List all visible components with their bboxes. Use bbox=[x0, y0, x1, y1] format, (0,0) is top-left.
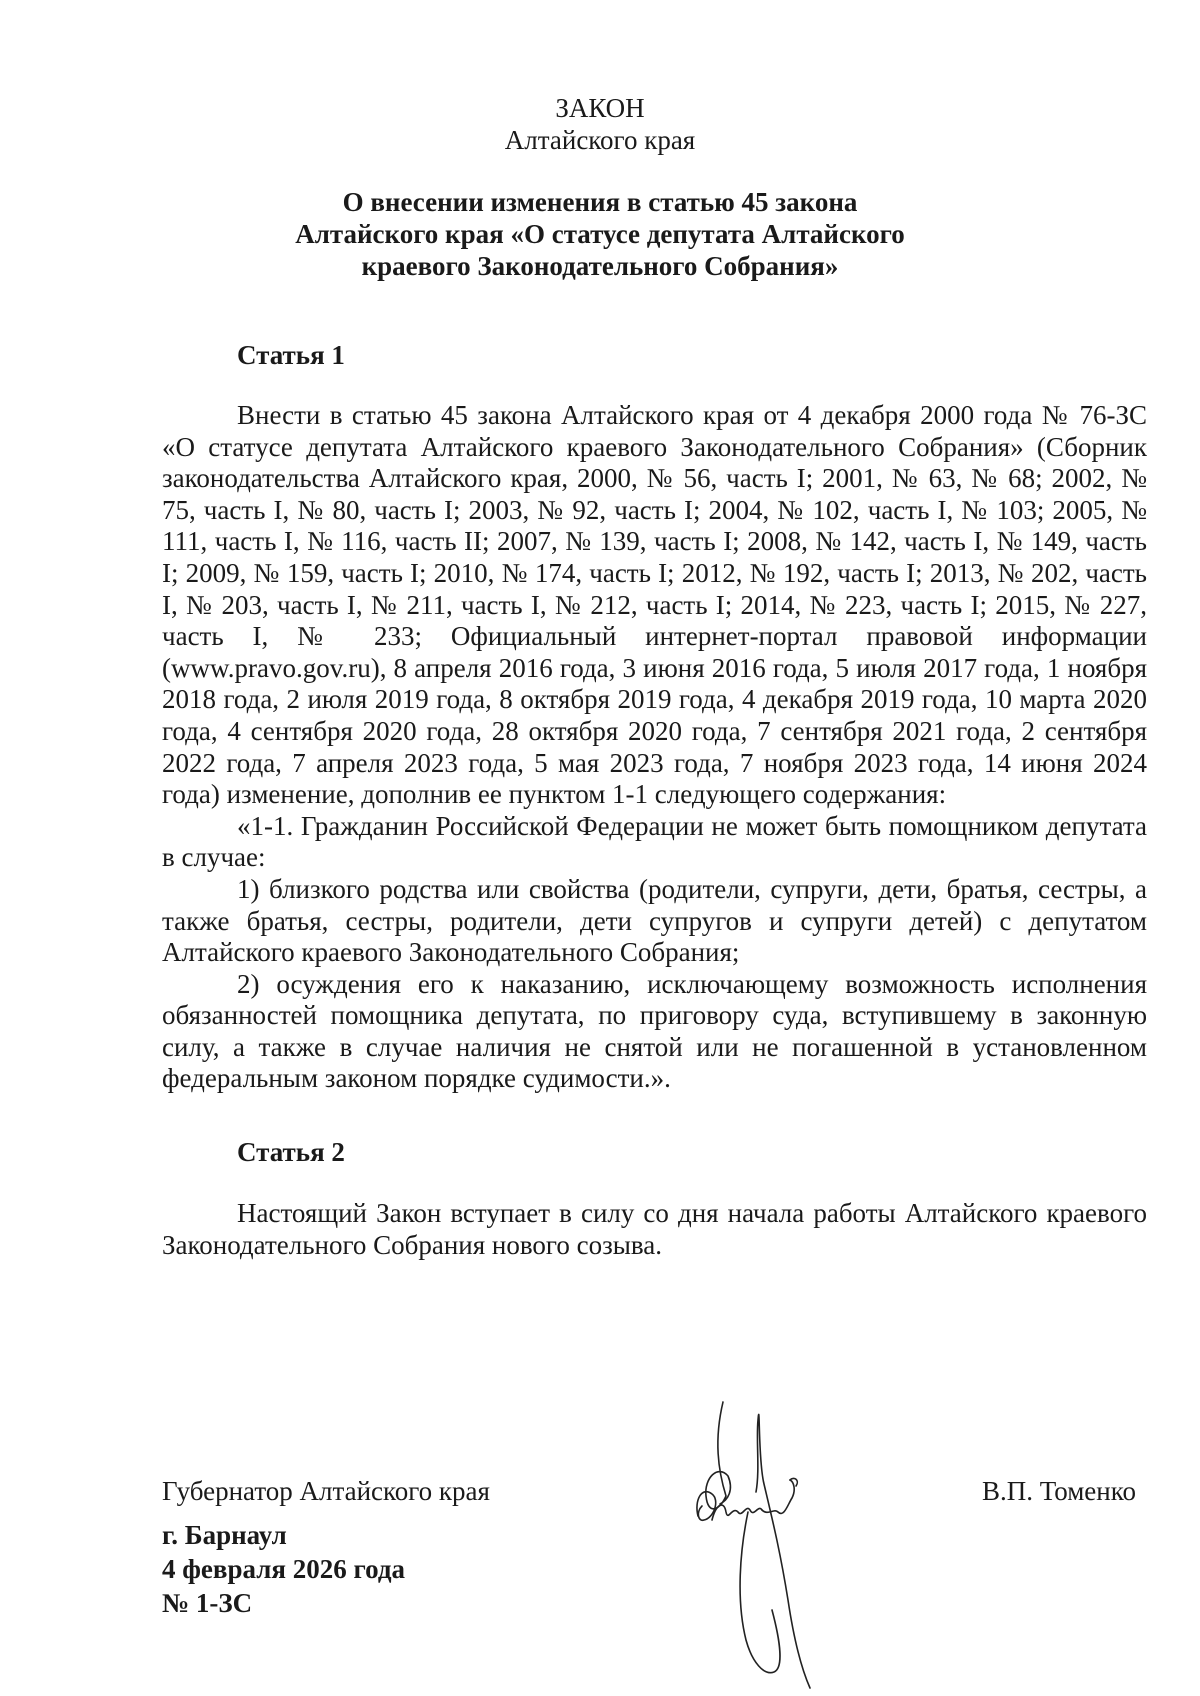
law-title-line-3: краевого Законодательного Собрания» bbox=[361, 251, 839, 281]
article-1-heading: Статья 1 bbox=[237, 340, 345, 370]
article-1-paragraph-clause-item-1: 1) близкого родства или свойства (родители, супруги, дети, братья, сестры, а также братья, сестры, родители, дети супругов и супруги детей) с депутатом Алтайского краевого Законодательного Собрания; bbox=[162, 873, 1147, 968]
signing-date: 4 февраля 2026 года bbox=[162, 1554, 405, 1584]
article-1-paragraph-clause-item-2: 2) осуждения его к наказанию, исключающему возможность исполнения обязанностей помощника депутата, по приговору суда, вступившему в законную силу, а также в случае наличия не снятой или не погашенной в установленном федеральным законом порядке судимости.». bbox=[162, 968, 1147, 1094]
law-number: № 1-ЗС bbox=[162, 1588, 253, 1618]
place-city: г. Барнаул bbox=[162, 1520, 287, 1550]
place-date-block bbox=[162, 1518, 405, 1620]
signatory-name: В.П. Томенко bbox=[982, 1476, 1136, 1506]
article-2-paragraph: Настоящий Закон вступает в силу со дня начала работы Алтайского краевого Законодательного Собрания нового созыва. bbox=[162, 1198, 1147, 1260]
law-title-line-2: Алтайского края «О статусе депутата Алтайского bbox=[295, 219, 905, 249]
law-title-line-1: О внесении изменения в статью 45 закона bbox=[342, 187, 858, 217]
article-1-body bbox=[162, 400, 1147, 1095]
article-1-paragraph-amendment: Внести в статью 45 закона Алтайского края от 4 декабря 2000 года № 76-ЗС «О статусе депутата Алтайского краевого Законодательного Собрания» (Сборник законодательства Алтайского края, 2000, № 56, часть I; 2001, № 63, № 68; 2002, № 75, часть I, № 80, часть I; 2003, № 92, часть I; 2004, № 102, часть I, № 103; 2005, № 111, часть I, № 116, часть II; 2007, № 139, часть I; 2008, № 142, часть I, № 149, часть I; 2009, № 159, часть I; 2010, № 174, часть I; 2012, № 192, часть I; 2013, № 202, часть I, № 203, часть I, № 211, часть I, № 212, часть I; 2014, № 223, часть I; 2015, № 227, часть I, № 233; Официальный интернет-портал правовой информации (www.pravo.gov.ru), 8 апреля 2016 года, 3 июня 2016 года, 5 июля 2017 года, 1 ноября 2018 года, 2 июля 2019 года, 8 октября 2019 года, 4 декабря 2019 года, 10 марта 2020 года, 4 сентября 2020 года, 28 октября 2020 года, 7 сентября 2021 года, 2 сентября 2022 года, 7 апреля 2023 года, 5 мая 2023 года, 7 ноября 2023 года, 14 июня 2024 года) изменение, дополнив ее пунктом 1-1 следующего содержания: bbox=[162, 400, 1147, 810]
handwritten-signature-icon bbox=[668, 1400, 868, 1690]
article-1-paragraph-clause-intro: «1-1. Гражданин Российской Федерации не может быть помощником депутата в случае: bbox=[162, 810, 1147, 873]
law-region-subheading: Алтайского края bbox=[504, 125, 696, 155]
article-2-body bbox=[162, 1198, 1147, 1261]
article-2-heading: Статья 2 bbox=[237, 1137, 345, 1167]
signatory-position: Губернатор Алтайского края bbox=[162, 1476, 490, 1506]
law-type-heading: ЗАКОН bbox=[555, 93, 645, 123]
